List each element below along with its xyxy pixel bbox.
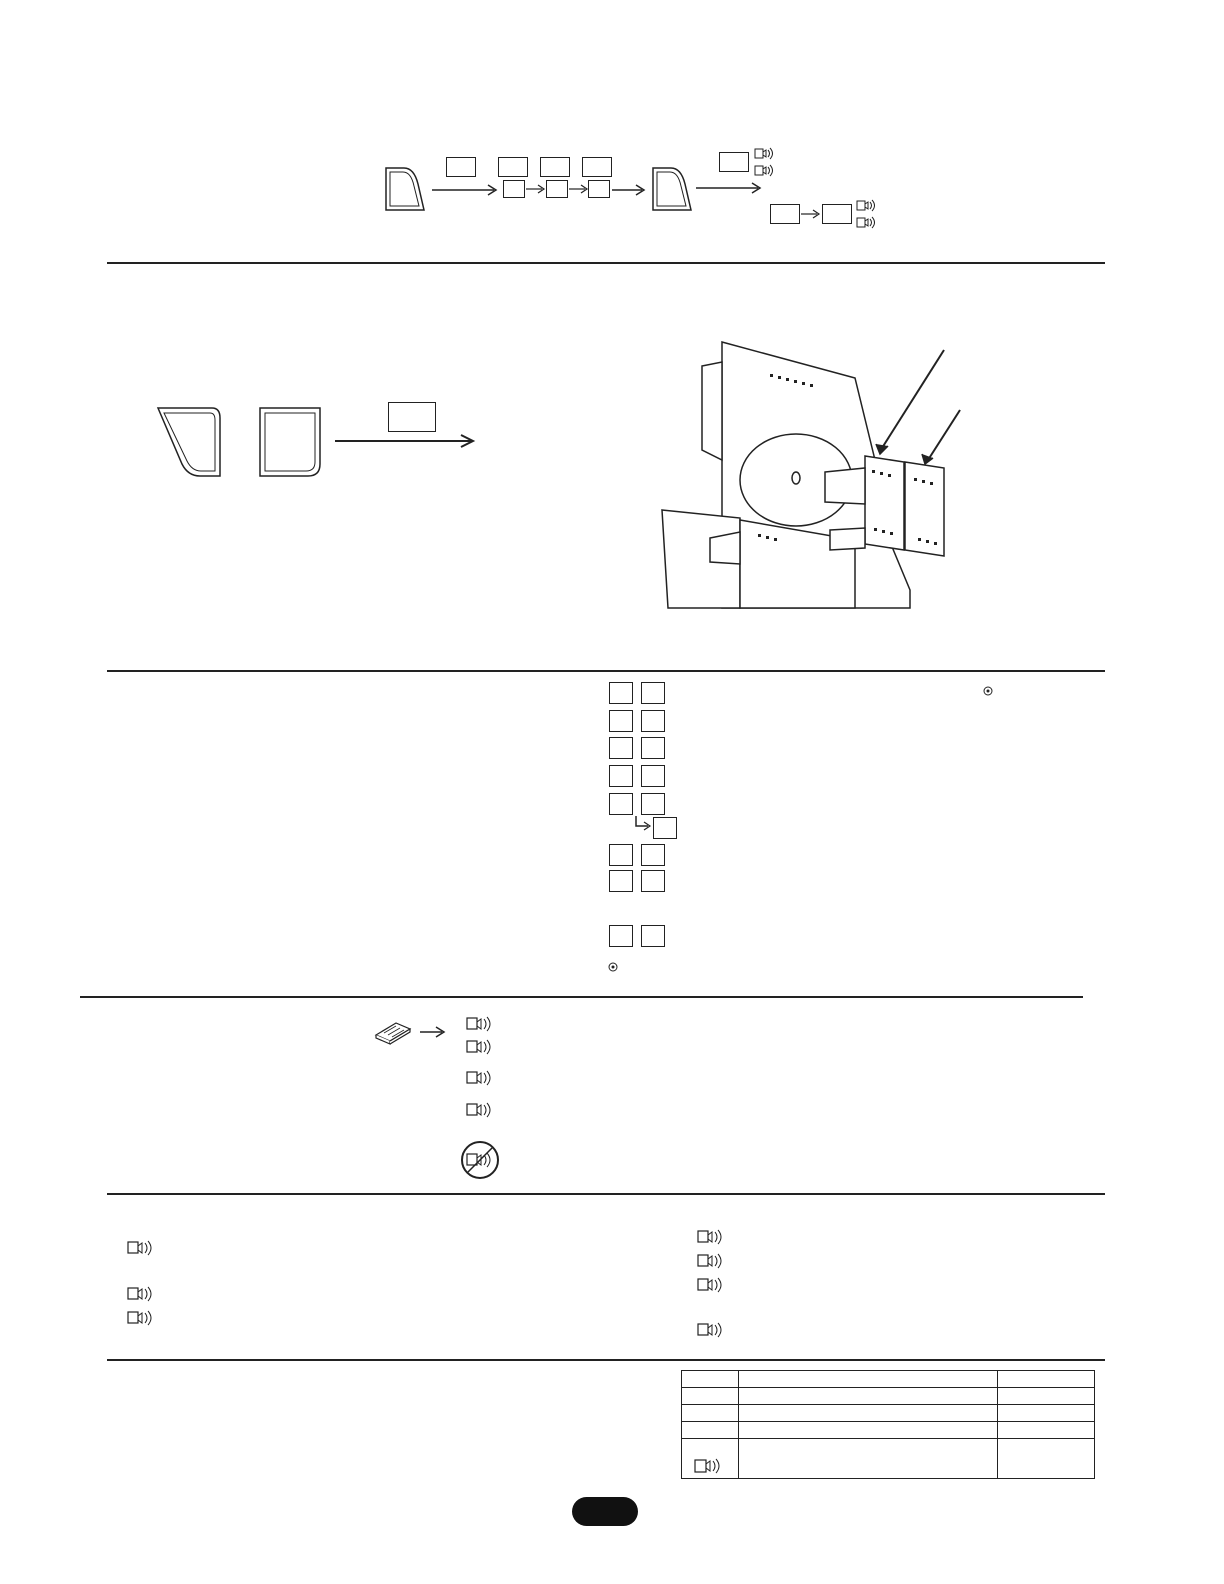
arrow-right-icon — [569, 184, 589, 194]
speaker-beep-icon — [466, 1014, 494, 1036]
no-beep-icon — [460, 1140, 500, 1180]
section-divider — [107, 262, 1105, 264]
table-cell — [739, 1405, 998, 1422]
door-shape-left-icon — [384, 166, 426, 212]
table-row — [682, 1439, 1095, 1479]
speaker-beep-icon — [127, 1284, 155, 1306]
door-shape-right-icon — [651, 166, 693, 212]
key-pair-7b — [641, 870, 665, 892]
key-pair-6a — [609, 844, 633, 866]
table-cell — [739, 1388, 998, 1405]
table-cell — [998, 1405, 1095, 1422]
section-divider — [107, 1193, 1105, 1195]
key-pair-2b — [641, 710, 665, 732]
table-row — [682, 1371, 1095, 1388]
arrow-right-icon — [335, 433, 475, 449]
key-pair-7a — [609, 870, 633, 892]
asterisk-note-icon — [983, 686, 993, 696]
key-pair-5a — [609, 793, 633, 815]
table-row — [682, 1405, 1095, 1422]
speaker-beep-icon — [127, 1238, 155, 1260]
key-top-2 — [498, 157, 528, 177]
table-row — [682, 1388, 1095, 1405]
speaker-beep-icon — [856, 215, 884, 237]
key-top-3 — [540, 157, 570, 177]
key-section2 — [388, 402, 436, 432]
key-seq-2 — [546, 180, 568, 198]
table-cell — [682, 1439, 739, 1479]
table-cell — [998, 1371, 1095, 1388]
speaker-beep-icon — [466, 1100, 494, 1122]
asterisk-note-icon — [608, 962, 618, 972]
speaker-beep-icon — [694, 1455, 726, 1477]
speaker-beep-icon — [697, 1251, 725, 1273]
panel-shape-icon — [258, 406, 324, 478]
speaker-beep-icon — [127, 1308, 155, 1330]
arrow-right-icon — [696, 182, 762, 194]
speaker-beep-icon — [697, 1227, 725, 1249]
arrow-right-icon — [420, 1026, 446, 1038]
table-cell — [682, 1388, 739, 1405]
key-pair-8a — [609, 925, 633, 947]
key-pair-6b — [641, 844, 665, 866]
speaker-beep-icon — [466, 1068, 494, 1090]
table-cell — [998, 1439, 1095, 1479]
door-shape-large-icon — [156, 406, 226, 478]
table-cell — [739, 1439, 998, 1479]
key-top-4 — [582, 157, 612, 177]
table-cell — [998, 1422, 1095, 1439]
arrow-right-icon — [801, 209, 821, 219]
speaker-beep-icon — [697, 1275, 725, 1297]
key-result-b — [822, 204, 852, 224]
table-cell — [682, 1405, 739, 1422]
section-divider — [107, 670, 1105, 672]
key-result-top — [719, 152, 749, 172]
spec-table — [681, 1370, 1095, 1479]
arrow-right-icon — [612, 184, 646, 196]
key-pair-4a — [609, 765, 633, 787]
key-pair-3a — [609, 737, 633, 759]
arrow-right-icon — [526, 184, 546, 194]
table-cell — [682, 1422, 739, 1439]
key-pair-8b — [641, 925, 665, 947]
key-seq-1 — [503, 180, 525, 198]
keypad-icon — [374, 1021, 412, 1043]
key-pair-1b — [641, 682, 665, 704]
speaker-beep-icon — [466, 1037, 494, 1059]
table-cell — [739, 1422, 998, 1439]
section-divider — [107, 1359, 1105, 1361]
key-pair-2a — [609, 710, 633, 732]
key-seq-3 — [588, 180, 610, 198]
key-pair-1a — [609, 682, 633, 704]
elbow-arrow-icon — [634, 816, 654, 832]
section-divider — [80, 996, 1083, 998]
page-number-badge — [572, 1497, 638, 1526]
speaker-beep-icon — [754, 163, 782, 185]
table-cell — [998, 1388, 1095, 1405]
key-pair-3b — [641, 737, 665, 759]
table-row — [682, 1422, 1095, 1439]
key-result-a — [770, 204, 800, 224]
circuit-board-illustration — [660, 340, 980, 610]
key-top-1 — [446, 157, 476, 177]
speaker-beep-icon — [697, 1320, 725, 1342]
key-pair-5b — [641, 793, 665, 815]
table-cell — [739, 1371, 998, 1388]
key-pair-4b — [641, 765, 665, 787]
table-cell — [682, 1371, 739, 1388]
arrow-right-icon — [432, 184, 498, 196]
key-pair-5c — [653, 817, 677, 839]
